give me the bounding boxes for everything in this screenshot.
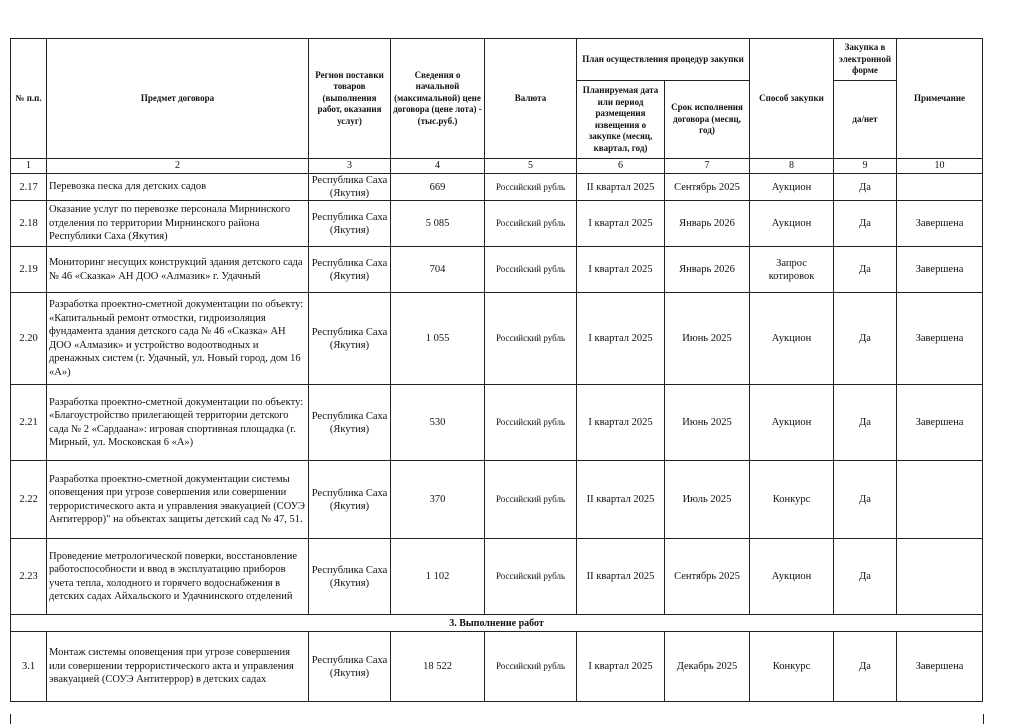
section-row: [11, 615, 983, 632]
cell-deadline: Июнь 2025: [665, 385, 750, 461]
cell-price: 370: [391, 461, 485, 539]
cell-region: Республика Саха (Якутия): [309, 293, 391, 385]
cell-subject: Мониторинг несущих конструкций здания детского сада № 46 «Сказка» АН ДОО «Алмазик» г. Удачный: [47, 247, 309, 293]
cell-num: 2.20: [11, 293, 47, 385]
column-number: 4: [391, 159, 485, 174]
header-electronic: Закупка в электронной форме: [834, 39, 897, 81]
cell-note: Завершена: [897, 385, 983, 461]
cell-price: 5 085: [391, 201, 485, 247]
cell-plan-date: I квартал 2025: [577, 385, 665, 461]
column-number: 9: [834, 159, 897, 174]
header-note: Примечание: [897, 39, 983, 159]
column-number: 3: [309, 159, 391, 174]
cell-electronic: Да: [834, 201, 897, 247]
column-number: 6: [577, 159, 665, 174]
header-price: Сведения о начальной (максимальной) цене договора (цене лота) - (тыс.руб.): [391, 39, 485, 159]
table-row: [11, 385, 983, 461]
table-row: [11, 461, 983, 539]
cell-subject: Разработка проектно-сметной документации по объекту: «Капитальный ремонт отмостки, гидроизоляция фундамента здания детского сада № 46 «Сказка» АН ДОО «Алмазик» и устройство водоотводных и дренажных систем (г. Удачный, ул. Новый город, дом 16 «А»): [47, 293, 309, 385]
cell-currency: Российский рубль: [485, 539, 577, 615]
cell-region: Республика Саха (Якутия): [309, 632, 391, 702]
cell-num: 2.21: [11, 385, 47, 461]
cell-price: 18 522: [391, 632, 485, 702]
cell-currency: Российский рубль: [485, 247, 577, 293]
cell-region: Республика Саха (Якутия): [309, 539, 391, 615]
cell-electronic: Да: [834, 174, 897, 201]
cell-deadline: Январь 2026: [665, 247, 750, 293]
cell-price: 530: [391, 385, 485, 461]
cell-currency: Российский рубль: [485, 293, 577, 385]
cell-deadline: Сентябрь 2025: [665, 539, 750, 615]
cell-price: 669: [391, 174, 485, 201]
cell-electronic: Да: [834, 461, 897, 539]
cell-deadline: Декабрь 2025: [665, 632, 750, 702]
procurement-table: [10, 38, 983, 702]
table-row: [11, 293, 983, 385]
cell-plan-date: I квартал 2025: [577, 293, 665, 385]
table-row: [11, 539, 983, 615]
header-method: Способ закупки: [750, 39, 834, 159]
cell-num: 2.23: [11, 539, 47, 615]
column-number: 8: [750, 159, 834, 174]
cell-deadline: Январь 2026: [665, 201, 750, 247]
cell-deadline: Июнь 2025: [665, 293, 750, 385]
column-number: 2: [47, 159, 309, 174]
cell-electronic: Да: [834, 632, 897, 702]
column-number: 7: [665, 159, 750, 174]
cell-method: Аукцион: [750, 174, 834, 201]
cell-price: 1 055: [391, 293, 485, 385]
cell-note: Завершена: [897, 247, 983, 293]
cell-plan-date: II квартал 2025: [577, 539, 665, 615]
cell-plan-date: I квартал 2025: [577, 247, 665, 293]
cell-region: Республика Саха (Якутия): [309, 174, 391, 201]
cell-subject: Монтаж системы оповещения при угрозе совершения или совершении террористического акта и управления эвакуацией (СОУЭ Антитеррор) в детских садах: [47, 632, 309, 702]
cell-plan-date: II квартал 2025: [577, 174, 665, 201]
table-row: [11, 632, 983, 702]
cell-currency: Российский рубль: [485, 461, 577, 539]
procurement-plan-sheet: [10, 38, 982, 702]
header-deadline: Срок исполнения договора (месяц, год): [665, 81, 750, 159]
header-subject: Предмет договора: [47, 39, 309, 159]
column-number-row: [11, 159, 983, 174]
cell-num: 2.19: [11, 247, 47, 293]
header-region: Регион поставки товаров (выполнения работ, оказания услуг): [309, 39, 391, 159]
page-bottom-edge: [10, 714, 984, 724]
table-row: [11, 247, 983, 293]
cell-price: 1 102: [391, 539, 485, 615]
cell-method: Аукцион: [750, 201, 834, 247]
cell-currency: Российский рубль: [485, 174, 577, 201]
cell-method: Запрос котировок: [750, 247, 834, 293]
table-row: [11, 174, 983, 201]
cell-region: Республика Саха (Якутия): [309, 201, 391, 247]
cell-currency: Российский рубль: [485, 385, 577, 461]
cell-method: Аукцион: [750, 539, 834, 615]
cell-method: Аукцион: [750, 385, 834, 461]
section-title: 3. Выполнение работ: [11, 615, 983, 632]
cell-subject: Оказание услуг по перевозке персонала Мирнинского отделения по территории Мирнинского района Республики Саха (Якутия): [47, 201, 309, 247]
header-plan: План осуществления процедур закупки: [577, 39, 750, 81]
cell-electronic: Да: [834, 385, 897, 461]
cell-note: [897, 461, 983, 539]
cell-note: [897, 539, 983, 615]
cell-region: Республика Саха (Якутия): [309, 247, 391, 293]
cell-plan-date: I квартал 2025: [577, 632, 665, 702]
header-num: № п.п.: [11, 39, 47, 159]
cell-subject: Перевозка песка для детских садов: [47, 174, 309, 201]
header-yes-no: да/нет: [834, 81, 897, 159]
cell-electronic: Да: [834, 247, 897, 293]
cell-num: 2.18: [11, 201, 47, 247]
column-number: 1: [11, 159, 47, 174]
table-row: [11, 201, 983, 247]
cell-note: Завершена: [897, 632, 983, 702]
cell-num: 2.22: [11, 461, 47, 539]
cell-subject: Разработка проектно-сметной документации по объекту: «Благоустройство прилегающей территории детского сада № 2 «Сардаана»: игровая спортивная площадка (г. Мирный, ул. Московская 6 «А»): [47, 385, 309, 461]
cell-deadline: Сентябрь 2025: [665, 174, 750, 201]
cell-note: Завершена: [897, 201, 983, 247]
table-body: [11, 159, 983, 702]
cell-num: 2.17: [11, 174, 47, 201]
cell-price: 704: [391, 247, 485, 293]
header-currency: Валюта: [485, 39, 577, 159]
cell-region: Республика Саха (Якутия): [309, 461, 391, 539]
cell-plan-date: II квартал 2025: [577, 461, 665, 539]
table-header: [11, 39, 983, 159]
cell-note: Завершена: [897, 293, 983, 385]
cell-subject: Разработка проектно-сметной документации системы оповещения при угрозе совершения или совершении террористического акта и управления эвакуацией (СОУЭ Антитеррор)" на объектах защиты детский сад № 47, 51.: [47, 461, 309, 539]
cell-deadline: Июль 2025: [665, 461, 750, 539]
column-number: 10: [897, 159, 983, 174]
cell-subject: Проведение метрологической поверки, восстановление работоспособности и ввод в эксплуатацию приборов учета тепла, холодного и горячего водоснабжения в детских садах Айхальского и Удачнинского отделений: [47, 539, 309, 615]
cell-electronic: Да: [834, 539, 897, 615]
cell-region: Республика Саха (Якутия): [309, 385, 391, 461]
cell-currency: Российский рубль: [485, 201, 577, 247]
cell-currency: Российский рубль: [485, 632, 577, 702]
cell-plan-date: I квартал 2025: [577, 201, 665, 247]
cell-method: Аукцион: [750, 293, 834, 385]
cell-method: Конкурс: [750, 461, 834, 539]
column-number: 5: [485, 159, 577, 174]
cell-electronic: Да: [834, 293, 897, 385]
cell-note: [897, 174, 983, 201]
header-plan-date: Планируемая дата или период размещения извещения о закупке (месяц, квартал, год): [577, 81, 665, 159]
cell-method: Конкурс: [750, 632, 834, 702]
cell-num: 3.1: [11, 632, 47, 702]
